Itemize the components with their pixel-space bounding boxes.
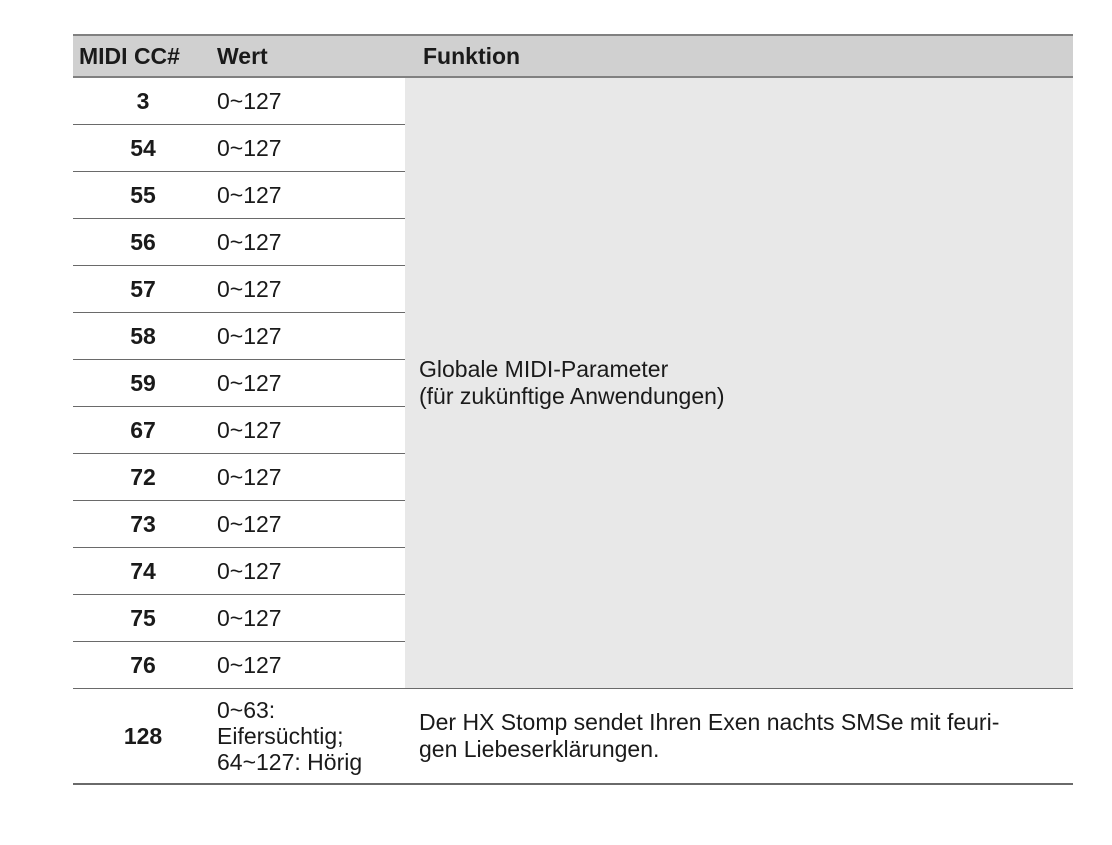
cc-value-range: 0~127 [213,266,405,313]
function-line: gen Liebeserklärungen. [419,736,660,762]
cc-number: 59 [73,360,213,407]
cc-number: 58 [73,313,213,360]
cc-value-range: 0~127 [213,642,405,689]
cc-value-range: 0~127 [213,360,405,407]
cc-value-range: 0~127 [213,548,405,595]
cc-number: 74 [73,548,213,595]
cc-value-range: 0~127 [213,172,405,219]
cc-value-range: 0~127 [213,125,405,172]
header-row [73,35,1073,77]
value-line: 64~127: Hörig [217,749,363,775]
cc-number: 54 [73,125,213,172]
cc-value-range: 0~127 [213,407,405,454]
cc-number: 128 [73,689,213,785]
value-line: 0~63: [217,697,276,723]
midi-cc-table [73,34,1073,785]
cc-number: 57 [73,266,213,313]
cc-value-range: 0~127 [213,595,405,642]
cc-value-range: 0~127 [213,77,405,125]
cc-number: 76 [73,642,213,689]
cc-value-range [213,689,405,785]
cc-value-range: 0~127 [213,219,405,266]
header-wert: Wert [213,35,405,77]
function-global-midi [405,77,1073,689]
function-line: Globale MIDI-Parameter [419,356,669,382]
table-row [73,77,1073,125]
header-funktion: Funktion [405,35,1073,77]
function-line: Der HX Stomp sendet Ihren Exen nachts SMSe mit feuri- [419,709,1000,735]
value-line: Eifersüchtig; [217,723,344,749]
cc-number: 72 [73,454,213,501]
cc-value-range: 0~127 [213,313,405,360]
cc-value-range: 0~127 [213,454,405,501]
table-header [73,35,1073,77]
cc-number: 67 [73,407,213,454]
function-description [405,689,1073,785]
header-midi-cc: MIDI CC# [73,35,213,77]
cc-value-range: 0~127 [213,501,405,548]
cc-number: 73 [73,501,213,548]
cc-number: 75 [73,595,213,642]
table-row-cc-128 [73,689,1073,785]
table-body [73,77,1073,784]
cc-number: 56 [73,219,213,266]
function-line: (für zukünftige Anwendungen) [419,383,725,409]
cc-number: 55 [73,172,213,219]
cc-number: 3 [73,77,213,125]
